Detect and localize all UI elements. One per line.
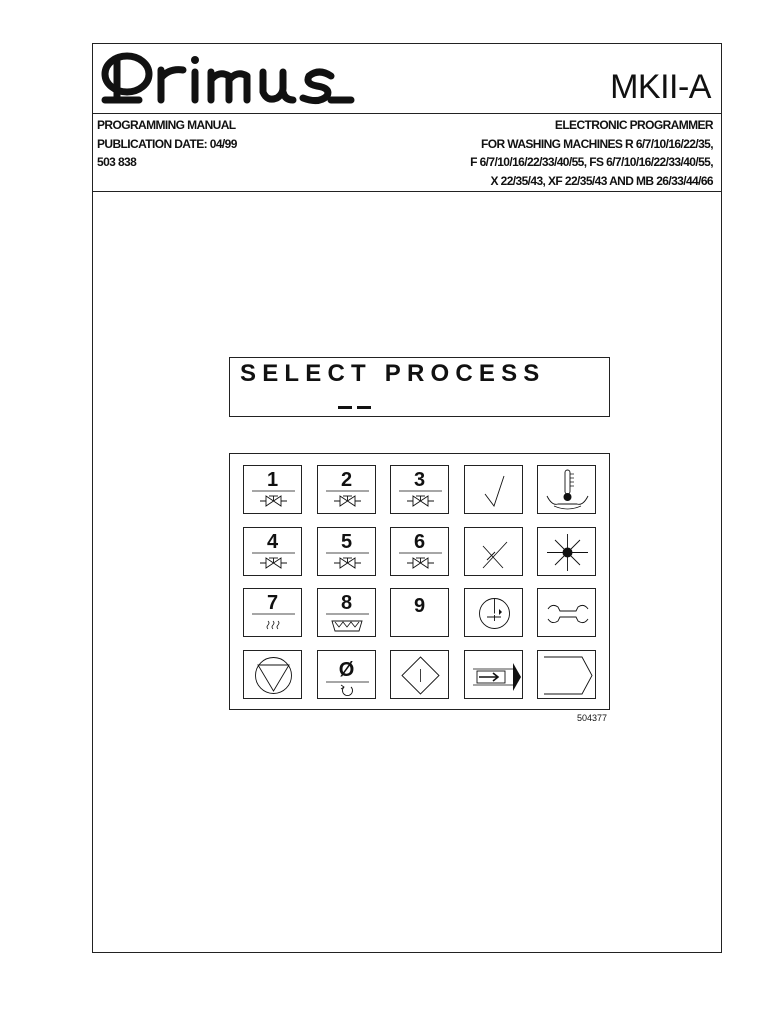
key-r4c1[interactable] [243, 650, 302, 699]
header-info-row [93, 114, 721, 192]
display-text: SELECT PROCESS [240, 360, 546, 387]
key-r3c5[interactable] [537, 588, 596, 637]
key-r1c5[interactable] [537, 465, 596, 514]
key-r3c1[interactable] [243, 588, 302, 637]
header-title-row [93, 44, 721, 114]
product-line-3: F 6/7/10/16/22/33/40/55, FS 6/7/10/16/22/33/40/55, [470, 155, 713, 169]
key-r2c5[interactable] [537, 527, 596, 576]
key-r1c1[interactable] [243, 465, 302, 514]
key-r3c3[interactable] [390, 588, 449, 637]
diamond-icon [391, 651, 450, 700]
key-r4c4[interactable] [464, 650, 523, 699]
product-line-1: ELECTRONIC PROGRAMMER [554, 118, 713, 132]
primus-logo [99, 48, 357, 108]
timer-icon [465, 589, 524, 638]
key-label: 6 [413, 531, 426, 553]
publication-number: 503 838 [97, 155, 137, 169]
key-label: 9 [413, 595, 426, 617]
product-line-2: FOR WASHING MACHINES R 6/7/10/16/22/35, [480, 136, 713, 151]
model-name: MKII-A [610, 68, 711, 106]
thermometer-icon [538, 466, 597, 515]
key-label: 2 [340, 469, 353, 491]
figure-reference: 504377 [577, 713, 608, 723]
key-r1c2[interactable] [317, 465, 376, 514]
cancel-icon [465, 528, 524, 577]
key-label: 8 [340, 592, 353, 614]
stop-triangle-icon [244, 651, 303, 700]
key-r2c4[interactable] [464, 527, 523, 576]
product-info [470, 116, 713, 190]
key-r2c3[interactable] [390, 527, 449, 576]
key-label: Ø [338, 659, 355, 681]
manual-type: PROGRAMMING MANUAL [97, 118, 236, 132]
publication-date: PUBLICATION DATE: 04/99 [97, 136, 237, 151]
lcd-display [229, 357, 610, 417]
wrench-icon [538, 589, 597, 638]
key-r3c2[interactable] [317, 588, 376, 637]
enter-arrow-icon [465, 651, 524, 700]
key-r4c5[interactable] [537, 650, 596, 699]
key-label: 7 [266, 592, 279, 614]
next-step-icon [538, 651, 597, 700]
manual-info [97, 116, 237, 172]
product-line-4: X 22/35/43, XF 22/35/43 AND MB 26/33/44/66 [490, 173, 713, 188]
key-r4c3[interactable] [390, 650, 449, 699]
display-cursor-icon [338, 398, 372, 410]
key-r1c3[interactable] [390, 465, 449, 514]
key-label: 3 [413, 469, 426, 491]
key-r3c4[interactable] [464, 588, 523, 637]
key-r1c4[interactable] [464, 465, 523, 514]
key-r2c1[interactable] [243, 527, 302, 576]
key-label: 5 [340, 531, 353, 553]
key-r2c2[interactable] [317, 527, 376, 576]
keypad [229, 453, 610, 710]
star-burst-icon [538, 528, 597, 577]
key-label: 4 [266, 531, 279, 553]
key-r4c2[interactable] [317, 650, 376, 699]
check-icon [465, 466, 524, 515]
key-label: 1 [266, 469, 279, 491]
